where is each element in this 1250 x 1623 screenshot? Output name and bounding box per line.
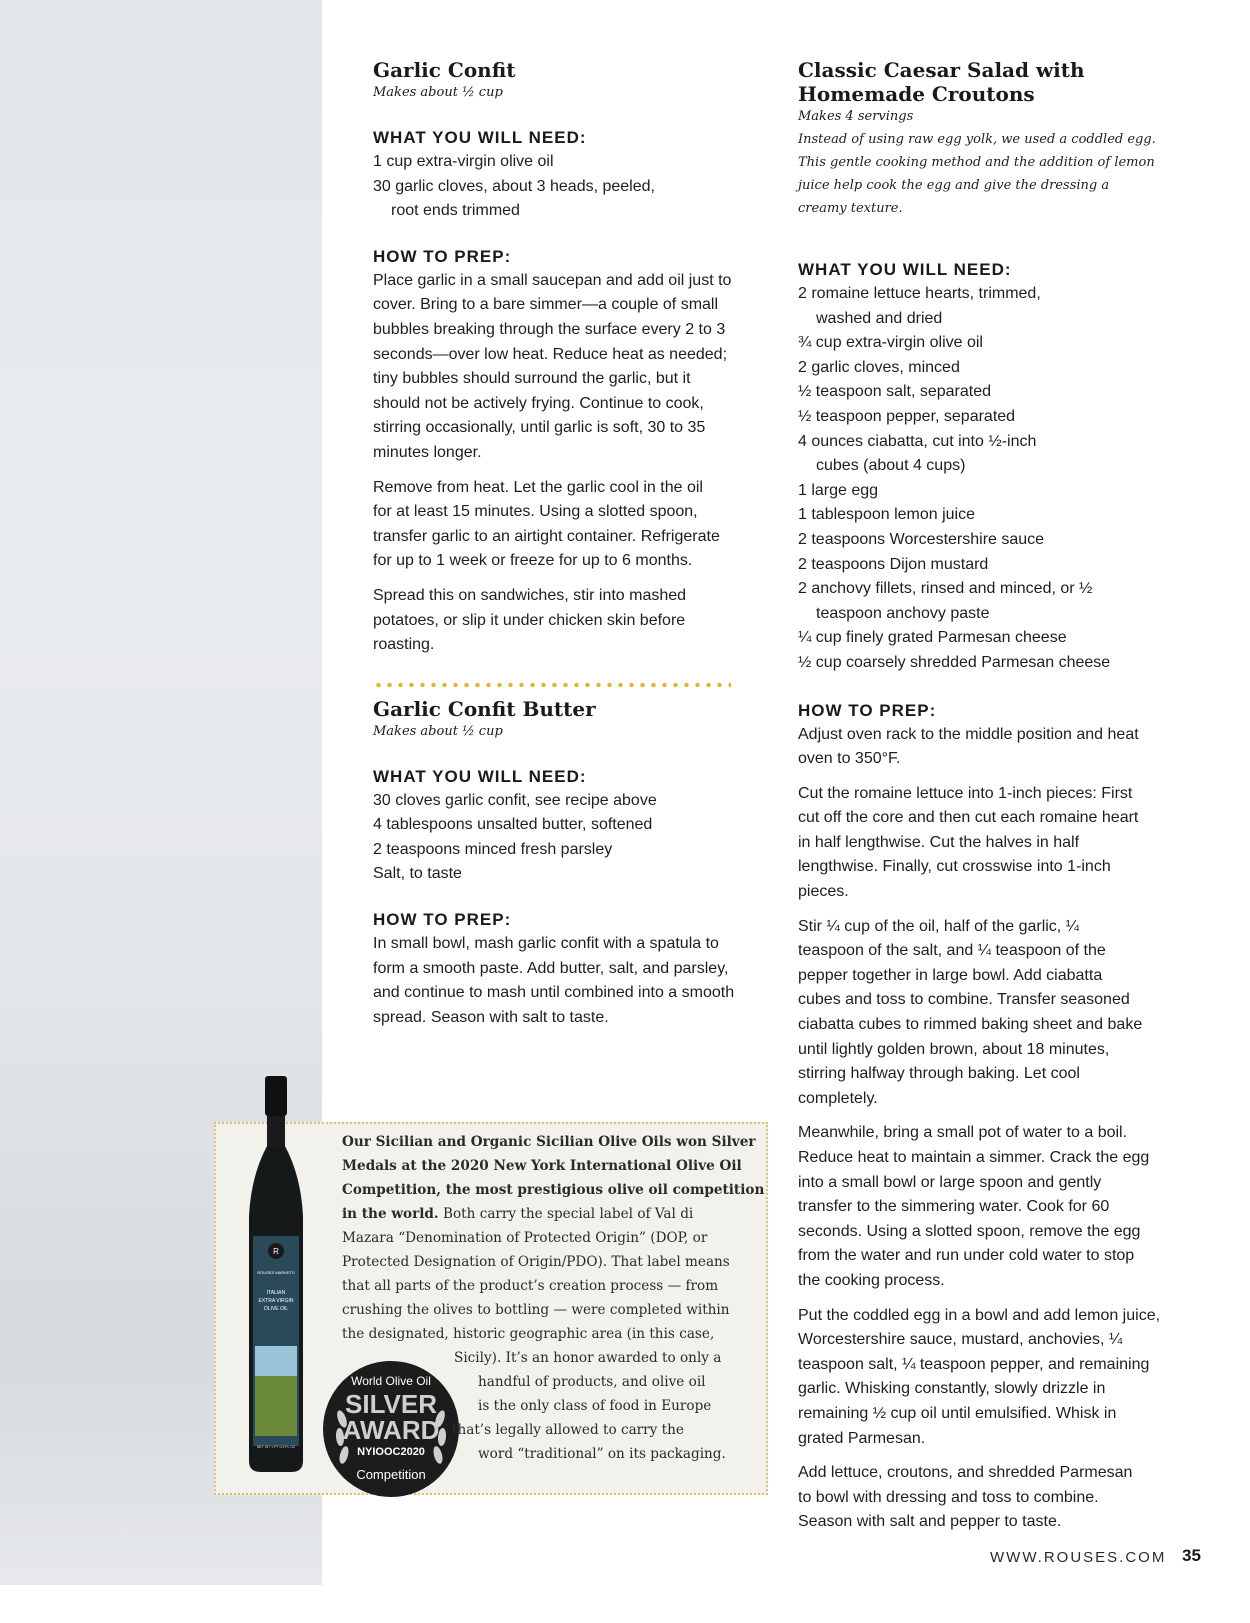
ingredients-heading: WHAT YOU WILL NEED: [798, 260, 1012, 279]
dotted-divider [373, 681, 731, 689]
callout-line: that all parts of the product’s creation process — from [342, 1278, 719, 1294]
recipe-yield: Makes about ½ cup [373, 85, 503, 100]
ingredient-item: 2 teaspoons Worcestershire sauce [798, 530, 1045, 548]
ingredients-heading: WHAT YOU WILL NEED: [373, 128, 587, 147]
callout-bold-line: Competition, the most prestigious olive oil competition [342, 1182, 765, 1198]
olive-oil-bottle-image [241, 1076, 311, 1476]
recipe-yield: Makes 4 servings [798, 109, 914, 124]
callout-line: that’s legally allowed to carry the [452, 1422, 684, 1438]
ingredient-item: 30 cloves garlic confit, see recipe above [373, 791, 657, 809]
ingredient-item: 2 garlic cloves, minced [798, 358, 960, 376]
title-line: Classic Caesar Salad with [798, 58, 1085, 82]
ingredient-item: 2 teaspoons minced fresh parsley [373, 840, 613, 858]
ingredient-item: 1 large egg [798, 481, 879, 499]
callout-bold-lead: in the world. [342, 1206, 439, 1222]
prep-step: Remove from heat. Let the garlic cool in the oil for at least 15 minutes. Using a slotted spoon, transfer garlic to an airtight container. Refrigerate for up to 1 week or freeze for up to 6 months. [373, 478, 720, 570]
prep-step: Cut the romaine lettuce into 1-inch pieces: First cut off the core and then cut each romaine heart in half lengthwise. Cut the halves in half lengthwise. Finally, cut crosswise into 1-inch pieces. [798, 784, 1139, 901]
prep-step: In small bowl, mash garlic confit with a spatula to form a smooth paste. Add butter, salt, and parsley, and continue to mash until combined into a smooth spread. Season with salt to taste. [373, 935, 735, 1026]
ingredient-item: 4 tablespoons unsalted butter, softened [373, 816, 653, 834]
ingredient-item: 1 tablespoon lemon juice [798, 506, 976, 524]
ingredient-item: 30 garlic cloves, about 3 heads, peeled, root ends trimmed [373, 177, 655, 220]
callout-line: Mazara “Denomination of Protected Origin” (DOP, or [342, 1230, 708, 1246]
recipe-intro: Instead of using raw egg yolk, we used a coddled egg. This gentle cooking method and the addition of lemon juice help cook the egg and give the dressing a creamy texture. [798, 132, 1156, 216]
ingredient-item: ¼ cup finely grated Parmesan cheese [798, 629, 1067, 647]
footer-url[interactable]: WWW.ROUSES.COM [990, 1549, 1167, 1566]
title-line: Homemade Croutons [798, 82, 1035, 106]
ingredient-item: 1 cup extra-virgin olive oil [373, 153, 554, 170]
bottle-size: NET WT 1 PT 0.9 FL OZ [256, 1445, 296, 1449]
callout-line: handful of products, and olive oil [478, 1374, 706, 1390]
medal-bottom-text: Competition [356, 1467, 426, 1482]
medal-award: AWARD [342, 1415, 440, 1445]
ingredient-item: 2 teaspoons Dijon mustard [798, 555, 989, 573]
callout-line: Both carry the special label of Val di [438, 1206, 694, 1222]
bottle-label: ITALIAN [266, 1290, 286, 1296]
bottle-label: OLIVE OIL [263, 1306, 289, 1312]
ingredient-list [798, 282, 1111, 676]
medal-year: NYIOOC2020 [357, 1446, 425, 1458]
ingredient-item: 2 anchovy fillets, rinsed and minced, or ½ teaspoon anchovy paste [798, 580, 1093, 622]
ingredient-list [373, 789, 773, 887]
prep-step: Place garlic in a small saucepan and add oil just to cover. Bring to a bare simmer—a couple of small bubbles breaking through the surface every 2 to 3 seconds—over low heat. Reduce heat as needed; tiny bubbles should surround the garlic, but it should not be actively frying. Continue to cook, stirring occasionally, until garlic is soft, 30 to 35 minutes longer. [373, 271, 732, 461]
ingredients-heading: WHAT YOU WILL NEED: [373, 766, 587, 786]
prep-step: Meanwhile, bring a small pot of water to a boil. Reduce heat to maintain a simmer. Crack the egg into a small bowl or large spoon and gently transfer to the simmering water. Cook for 60 seconds. Using a slotted spoon, remove the egg from the water and run under cold water to stop the cooking process. [798, 1124, 1150, 1289]
medal-top-text: World Olive Oil [351, 1374, 431, 1388]
bottle-brand: ROUSES MARKETS [257, 1270, 295, 1275]
callout-line: Sicily). It’s an honor awarded to only a [454, 1350, 722, 1366]
ingredient-item: ½ teaspoon salt, separated [798, 383, 992, 401]
callout-line: Protected Designation of Origin/PDO). That label means [342, 1254, 730, 1270]
callout-bold-line: Our Sicilian and Organic Sicilian Olive Oils won Silver [342, 1134, 756, 1150]
callout-bold-line: Medals at the 2020 New York International Olive Oil [342, 1158, 742, 1174]
callout-line: crushing the olives to bottling — were completed within [342, 1302, 730, 1318]
right-column [798, 58, 1208, 1535]
left-column [373, 58, 773, 1030]
prep-heading: HOW TO PREP: [373, 246, 512, 266]
ingredient-item: 4 ounces ciabatta, cut into ½-inch cubes (about 4 cups) [798, 432, 1037, 475]
callout-line: word “traditional” on its packaging. [478, 1446, 726, 1462]
svg-text:R: R [273, 1247, 279, 1256]
prep-heading: HOW TO PREP: [798, 700, 937, 720]
recipe-title-caesar [798, 58, 1208, 106]
ingredient-item: ¾ cup extra-virgin olive oil [798, 334, 983, 352]
ingredient-item: Salt, to taste [373, 865, 462, 883]
ingredient-item: 2 romaine lettuce hearts, trimmed, washed and dried [798, 285, 1041, 327]
prep-step: Stir ¼ cup of the oil, half of the garlic, ¼ teaspoon of the salt, and ¼ teaspoon of the pepper together in large bowl. Add ciabatta cubes and toss to combine. Transfer seasoned ciabatta cubes to rimmed baking sheet and bake until lightly golden brown, about 18 minutes, stirring halfway through baking. Let cool completely. [798, 917, 1143, 1107]
recipe-title-garlic-confit: Garlic Confit [373, 58, 516, 82]
medal-silver: SILVER [345, 1389, 437, 1419]
callout-text [342, 1130, 765, 1466]
callout-line: the designated, historic geographic area (in this case, [342, 1326, 715, 1342]
prep-step: Spread this on sandwiches, stir into mashed potatoes, or slip it under chicken skin before roasting. [373, 586, 687, 654]
recipe-title-garlic-confit-butter: Garlic Confit Butter [373, 696, 596, 721]
recipe-yield: Makes about ½ cup [373, 723, 503, 739]
prep-heading: HOW TO PREP: [373, 910, 512, 930]
ingredient-list [373, 150, 773, 224]
prep-step: Put the coddled egg in a bowl and add lemon juice, Worcestershire sauce, mustard, anchovies, ¼ teaspoon salt, ¼ teaspoon pepper, and remaining garlic. Whisking constantly, slowly drizzle in remaining ½ cup oil until emulsified. Whisk in grated Parmesan. [798, 1306, 1161, 1447]
bottle-label: EXTRA VIRGIN [258, 1298, 294, 1304]
ingredient-item: ½ cup coarsely shredded Parmesan cheese [798, 653, 1111, 671]
page-number: 35 [1182, 1546, 1201, 1565]
callout-line: is the only class of food in Europe [478, 1398, 712, 1414]
ingredient-item: ½ teaspoon pepper, separated [798, 407, 1016, 425]
prep-step: Add lettuce, croutons, and shredded Parmesan to bowl with dressing and toss to combine. Season with salt and pepper to taste. [798, 1464, 1133, 1531]
prep-step: Adjust oven rack to the middle position and heat oven to 350°F. [798, 725, 1139, 768]
